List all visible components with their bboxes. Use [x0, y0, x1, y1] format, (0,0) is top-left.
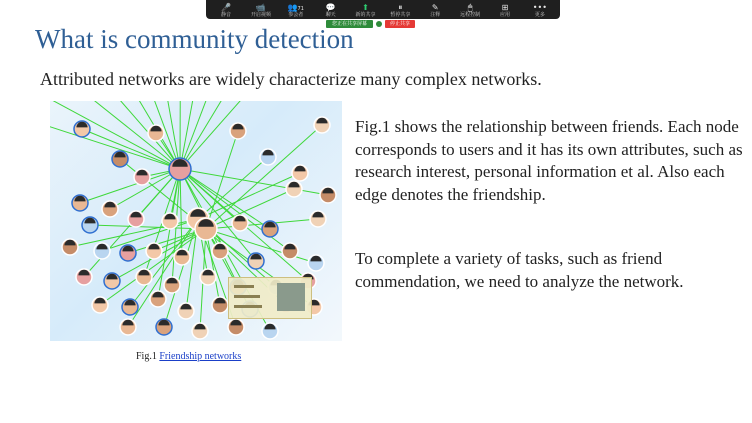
start-video-label: 开启视频: [250, 12, 271, 18]
start-video-button[interactable]: [247, 3, 275, 19]
chat-icon: 💬: [325, 3, 336, 12]
stop-share-button[interactable]: 停止共享: [385, 20, 415, 28]
pause-share-label: 暂停共享: [390, 12, 411, 18]
apps-icon: ⊞: [501, 3, 509, 12]
more-label: 更多: [534, 12, 545, 18]
friendship-network-figure: [50, 101, 342, 341]
microphone-icon: 🎤: [221, 3, 231, 12]
friendship-edge: [82, 129, 180, 169]
new-share-label: 新的共享: [355, 12, 376, 18]
meeting-toolbar: [206, 0, 560, 19]
mute-button[interactable]: [212, 3, 240, 19]
apps-label: 应用: [499, 12, 510, 18]
mute-label: 静音: [220, 12, 231, 18]
remote-control-label: 远程控制: [460, 12, 481, 18]
slide-title: What is community detection: [35, 24, 354, 54]
participants-button[interactable]: [282, 3, 310, 19]
share-status-text: 您正在共享屏幕: [326, 20, 373, 28]
chat-label: 聊天: [325, 12, 336, 18]
annotate-label: 注释: [430, 12, 441, 18]
friendship-edge: [180, 101, 314, 169]
friendship-edge: [180, 101, 227, 169]
annotate-icon: ✎: [431, 3, 439, 12]
tooltip-avatar: [277, 283, 305, 311]
more-icon: •••: [532, 3, 547, 12]
participants-icon: 👥71: [287, 3, 304, 12]
apps-button[interactable]: [491, 3, 519, 19]
pause-share-button[interactable]: [386, 3, 414, 19]
friendship-edge: [180, 101, 272, 169]
chat-button[interactable]: [317, 3, 345, 19]
pause-share-icon: ⏸: [398, 3, 403, 12]
friendship-edge: [198, 173, 300, 219]
annotate-button[interactable]: [421, 3, 449, 19]
remote-control-button[interactable]: [456, 3, 484, 19]
slide-subtitle: Attributed networks are widely characterize many complex networks.: [40, 69, 542, 89]
participants-label: 参会者: [288, 12, 304, 18]
figure-caption: Fig.1 Friendship networks: [136, 351, 242, 362]
share-indicator-icon: [376, 21, 382, 27]
friendship-edge: [89, 101, 180, 169]
node-tooltip: [228, 277, 312, 319]
caption-link[interactable]: Friendship networks: [159, 351, 242, 362]
task-paragraph: To complete a variety of tasks, such as friend commendation, we need to analyze the network.: [355, 249, 684, 291]
description-paragraph: Fig.1 shows the relationship between friends. Each node corresponds to users and it has its own attributes, such as research interest, personal information et al. Also each edge denotes the friendship.: [355, 117, 743, 204]
remote-control-icon: 🖱: [467, 3, 473, 12]
more-button[interactable]: [526, 3, 554, 19]
new-share-icon: ⬆: [362, 3, 369, 12]
participant-count: 71: [297, 6, 304, 12]
video-icon: 📹: [255, 3, 266, 12]
new-share-button[interactable]: [352, 3, 380, 19]
